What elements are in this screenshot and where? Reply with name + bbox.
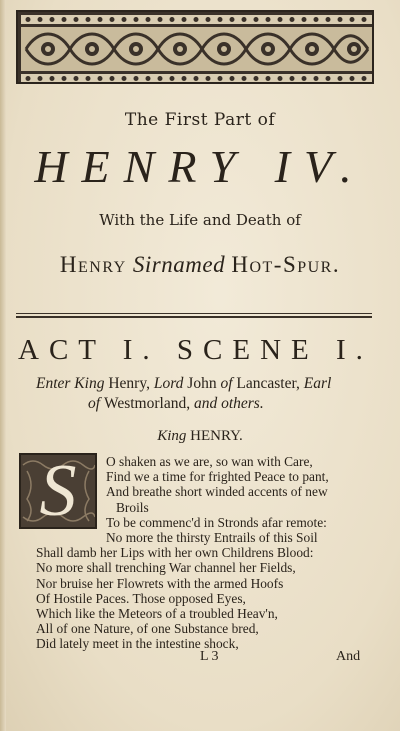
verse-line: Shall damb her Lips with her own Childrens Blood: — [36, 545, 314, 561]
title-rule-thin — [16, 316, 372, 318]
verse-line: Broils — [116, 499, 149, 515]
stage-direction-1-run: Earl — [303, 375, 332, 392]
verse-line: Of Hostile Paces. Those opposed Eyes, — [36, 590, 246, 606]
title-hotspur-line — [0, 252, 400, 278]
verse-line: All of one Nature, of one Substance bred, — [36, 621, 259, 637]
stage-direction-1-run: of — [220, 375, 237, 392]
stage-direction-2-run: Westmorland, — [103, 395, 194, 412]
stage-direction-1-run: John — [187, 375, 221, 392]
title-henry-iv: HENRY IV. — [34, 141, 366, 192]
drop-cap-ornament — [19, 453, 97, 529]
verse-line: To be commenc'd in Stronds afar remote: — [106, 514, 327, 530]
verse-line: No more the thirsty Entrails of this Soil — [106, 530, 318, 545]
stage-direction-2-run: and others. — [193, 395, 264, 412]
verse-line: Did lately meet in the intestine shock, — [36, 636, 239, 652]
act-scene-heading: ACT I. SCENE I. — [18, 334, 373, 366]
title-rule-thick — [16, 313, 372, 314]
title-life-and-death: With the Life and Death of — [99, 211, 301, 229]
verse-line: No more shall trenching War channel her Fields, — [36, 560, 296, 576]
title-hotspur-word: Hot-Spur. — [231, 252, 341, 277]
stage-direction-line-1 — [36, 375, 331, 393]
title-sirnamed-word: Sirnamed — [132, 252, 226, 277]
stage-direction-line-2 — [88, 395, 264, 413]
stage-direction-1-run: Lancaster, — [236, 375, 304, 392]
verse-line: O shaken as we are, so wan with Care, — [106, 454, 313, 469]
verse-line: Nor bruise her Flowrets with the armed Hoofs — [36, 575, 284, 591]
drop-cap-letter: S — [39, 453, 77, 529]
verse-line: Find we a time for frighted Peace to pant, — [106, 469, 329, 485]
stage-direction-2-run: of — [88, 395, 104, 412]
title-henry-word: Henry — [59, 252, 127, 277]
signature-mark: L 3 — [200, 649, 219, 664]
verse-line: Which like the Meteors of a troubled Heav'n, — [36, 606, 278, 621]
stage-direction-1-run: Lord — [153, 375, 188, 392]
stage-direction-1-run: Henry, — [108, 375, 154, 392]
speaker-henry: HENRY. — [190, 428, 243, 444]
speaker-king: King — [157, 428, 191, 444]
speaker-heading — [0, 428, 400, 445]
ornamental-headpiece — [16, 10, 374, 84]
stage-direction-1-run: Enter King — [36, 375, 109, 392]
verse-line: And breathe short winded accents of new — [106, 484, 328, 500]
title-line-first-part: The First Part of — [124, 110, 276, 130]
catchword: And — [336, 649, 361, 664]
